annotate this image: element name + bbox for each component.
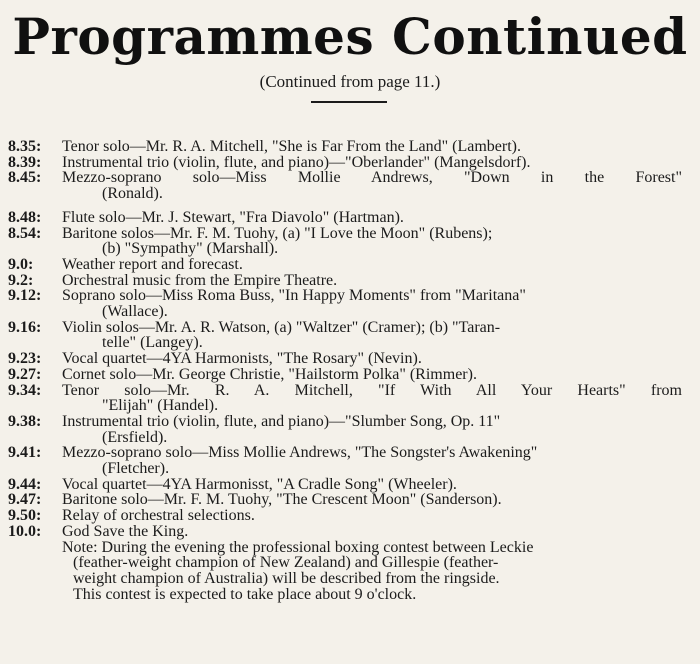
note-line: Note: During the evening the professional boxing contest between Leckie [62, 538, 534, 556]
programme-time: 9.50: [8, 507, 42, 525]
programme-time: 9.38: [8, 412, 42, 430]
page-title: Programmes Continued [12, 7, 688, 66]
programme-item [8, 257, 682, 273]
page-subtitle: (Continued from page 11.) [259, 72, 441, 91]
programme-text: Cornet solo—Mr. George Christie, "Hailstorm Polka" (Rimmer). [62, 365, 477, 383]
programme-text-continued: telle" (Langey). [102, 334, 203, 352]
programme-item [8, 383, 682, 414]
programme-time: 9.12: [8, 287, 42, 305]
programme-item [8, 351, 682, 367]
programme-text: Instrumental trio (violin, flute, and piano)—"Oberlander" (Mangelsdorf). [62, 153, 531, 171]
boxing-note [62, 540, 682, 603]
programme-item [8, 492, 682, 508]
programme-text-continued: "Elijah" (Handel). [102, 397, 219, 415]
note-line: weight champion of Australia) will be described from the ringside. [73, 569, 500, 587]
programme-text: Vocal quartet—4YA Harmonists, "The Rosary" (Nevin). [62, 350, 422, 368]
programme-time: 8.39: [8, 153, 42, 171]
programme-text: Soprano solo—Miss Roma Buss, "In Happy Moments" from "Maritana" [62, 287, 526, 305]
programme-text: Flute solo—Mr. J. Stewart, "Fra Diavolo" (Hartman). [62, 208, 404, 226]
programme-text: Tenor solo—Mr. R. A. Mitchell, "She is Far From the Land" (Lambert). [62, 138, 521, 155]
programme-text-continued: (Ronald). [102, 185, 163, 203]
programme-text: Instrumental trio (violin, flute, and piano)—"Slumber Song, Op. 11" [62, 412, 501, 430]
programme-time: 9.34: [8, 381, 42, 399]
programme-item [8, 155, 682, 171]
programme-time: 8.35: [8, 138, 42, 155]
programme-text-continued: (Fletcher). [102, 460, 170, 478]
programme-item [8, 226, 682, 257]
programme-text: Weather report and forecast. [62, 255, 243, 273]
programme-text: Baritone solos—Mr. F. M. Tuohy, (a) "I Love the Moon" (Rubens); [62, 224, 493, 242]
programme-text-continued: (Ersfield). [102, 428, 168, 446]
programme-time: 9.47: [8, 491, 42, 509]
programme-item [8, 288, 682, 319]
programme-text-continued: (b) "Sympathy" (Marshall). [102, 240, 279, 258]
programme-text: Baritone solo—Mr. F. M. Tuohy, "The Crescent Moon" (Sanderson). [62, 491, 502, 509]
programme-item [8, 508, 682, 524]
programme-time: 9.41: [8, 444, 42, 462]
programme-text: Mezzo-soprano solo—Miss Mollie Andrews, "The Songster's Awakening" [62, 444, 538, 462]
programme-text: Vocal quartet—4YA Harmonisst, "A Cradle Song" (Wheeler). [62, 475, 457, 493]
programme-text: God Save the King. [62, 522, 189, 540]
programme-time: 10.0: [8, 522, 42, 540]
programme-item [8, 170, 682, 201]
programme-item [8, 445, 682, 476]
note-line: This contest is expected to take place about 9 o'clock. [73, 585, 417, 603]
programme-text: Violin solos—Mr. A. R. Watson, (a) "Waltzer" (Cramer); (b) "Taran- [62, 318, 501, 336]
programme-text-continued: (Wallace). [102, 303, 168, 321]
programme-time: 9.27: [8, 365, 42, 383]
programme-time: 9.2: [8, 271, 34, 289]
programme-time: 9.16: [8, 318, 42, 336]
programme-time: 9.0: [8, 255, 34, 273]
programme-item [8, 367, 682, 383]
programme-time: 9.23: [8, 350, 42, 368]
programme-item [8, 210, 682, 226]
programme-time: 8.48: [8, 208, 42, 226]
programme-item [8, 414, 682, 445]
programme-text: Tenor solo—Mr. R. A. Mitchell, "If With All Your Hearts" from [62, 381, 682, 399]
programme-item [8, 320, 682, 351]
programme-time: 9.44: [8, 475, 42, 493]
programme-item [8, 524, 682, 540]
programme-time: 8.45: [8, 169, 42, 187]
programme-item [8, 477, 682, 493]
programme-text: Relay of orchestral selections. [62, 507, 255, 525]
programme-item [8, 273, 682, 289]
programme-time: 8.54: [8, 224, 42, 242]
programme-item [8, 139, 682, 155]
title-rule [311, 101, 387, 103]
programme-text: Orchestral music from the Empire Theatre. [62, 271, 338, 289]
programme-text: Mezzo-soprano solo—Miss Mollie Andrews, "Down in the Forest" [62, 169, 682, 187]
note-line: (feather-weight champion of New Zealand) and Gillespie (feather- [73, 554, 499, 572]
programme-list [8, 139, 682, 602]
